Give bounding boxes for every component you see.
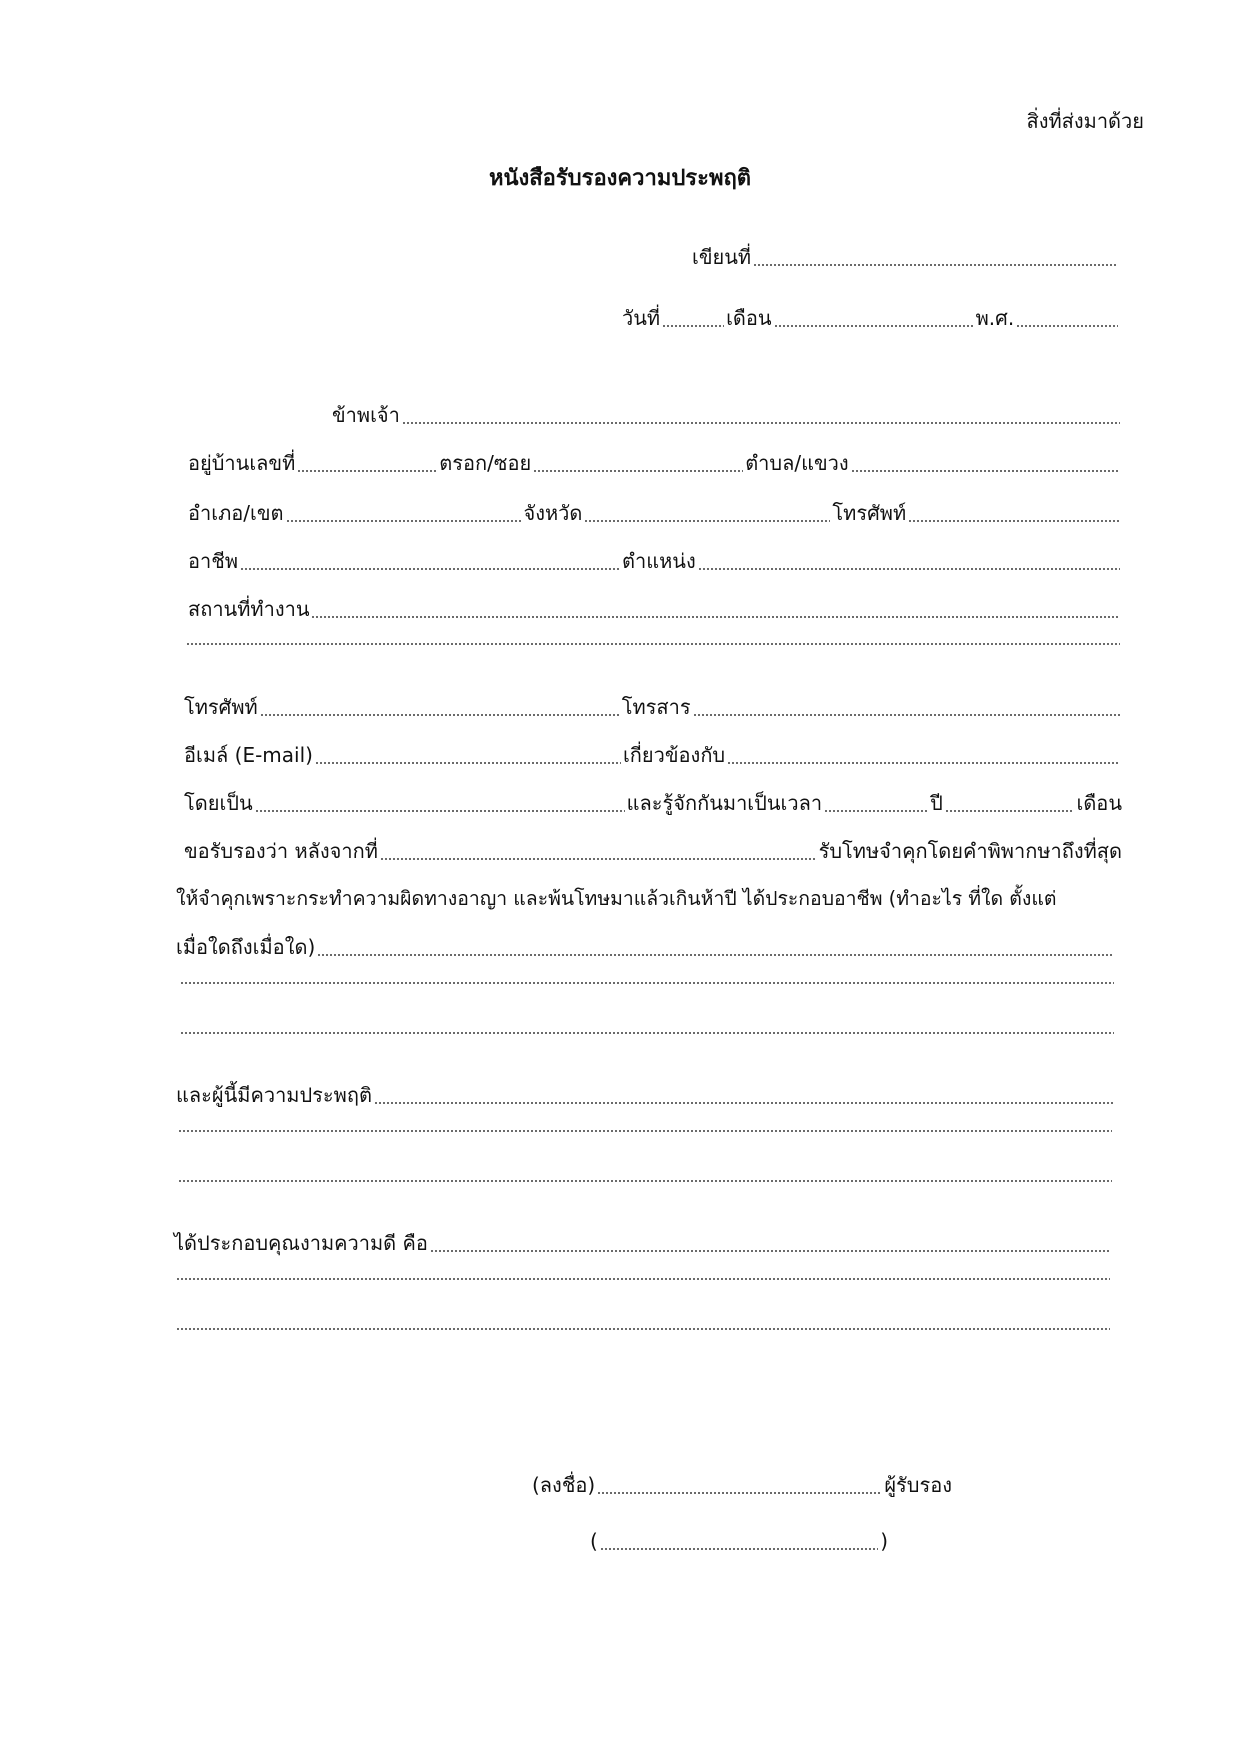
employment-field-2[interactable] — [180, 982, 1114, 984]
workplace-line — [188, 594, 1122, 624]
since-when-label: เมื่อใดถึงเมื่อใด) — [176, 935, 316, 959]
known-for-label: และรู้จักกันมาเป็นเวลา — [626, 791, 823, 815]
paragraph-text: ให้จำคุกเพราะกระทำความผิดทางอาญา และพ้นโทษมาแล้วเกินห้าปี ได้ประกอบอาชีพ (ทำอะไร ที่ใด ตั้งแต่ — [176, 887, 1057, 910]
workplace-field[interactable] — [311, 616, 1120, 618]
district-field[interactable] — [286, 520, 522, 522]
occupation-field[interactable] — [240, 568, 620, 570]
months-field[interactable] — [945, 810, 1075, 812]
good-deeds-field-3[interactable] — [176, 1328, 1110, 1330]
certify-line — [184, 836, 1122, 866]
address-line-1 — [188, 448, 1122, 478]
paren-close: ) — [880, 1529, 888, 1553]
attachment-note: สิ่งที่ส่งมาด้วย — [1026, 109, 1144, 133]
certify-after-label: ขอรับรองว่า หลังจากที่ — [184, 839, 378, 863]
month-label: เดือน — [726, 306, 772, 330]
occupation-line — [188, 546, 1122, 576]
certify-after-field[interactable] — [380, 858, 817, 860]
employment-field[interactable] — [317, 954, 1114, 956]
relationship-line — [184, 788, 1122, 818]
district-label: อำเภอ/เขต — [188, 501, 284, 525]
position-label: ตำแหน่ง — [622, 549, 696, 573]
written-at-field[interactable] — [753, 264, 1118, 266]
fax-field[interactable] — [693, 714, 1120, 716]
email-field[interactable] — [315, 762, 621, 764]
good-deeds-line — [174, 1228, 1112, 1258]
year-field[interactable] — [1016, 325, 1118, 327]
phone2-label: โทรศัพท์ — [184, 695, 258, 719]
employment-line-3 — [178, 1032, 1116, 1040]
years-label: ปี — [930, 791, 943, 815]
certifier-label: ผู้รับรอง — [884, 1473, 952, 1497]
years-field[interactable] — [824, 810, 928, 812]
printed-name-line — [590, 1526, 888, 1556]
page-title: หนังสือรับรองความประพฤติ — [488, 166, 752, 191]
month-field[interactable] — [774, 325, 974, 327]
alley-label: ตรอก/ซอย — [439, 451, 532, 475]
conduct-line — [176, 1080, 1116, 1110]
year-label: พ.ศ. — [975, 306, 1015, 330]
province-label: จังหวัด — [523, 501, 583, 525]
name-label: ข้าพเจ้า — [332, 403, 400, 427]
printed-name-field[interactable] — [600, 1548, 878, 1550]
paragraph-line — [176, 884, 1122, 914]
workplace-continuation-line — [184, 643, 1122, 651]
date-label: วันที่ — [622, 306, 661, 330]
months-label: เดือน — [1076, 791, 1122, 815]
employment-line-2 — [178, 982, 1116, 990]
date-line — [622, 303, 1120, 333]
since-when-line — [176, 932, 1116, 962]
phone1-label: โทรศัพท์ — [832, 501, 907, 525]
good-deeds-field[interactable] — [430, 1250, 1110, 1252]
conduct-field[interactable] — [374, 1102, 1114, 1104]
by-being-field[interactable] — [255, 810, 625, 812]
workplace-label: สถานที่ทำงาน — [188, 597, 310, 621]
position-field[interactable] — [698, 568, 1120, 570]
conduct-label: และผู้นี้มีความประพฤติ — [176, 1083, 372, 1107]
email-line — [184, 740, 1122, 770]
sign-label: (ลงชื่อ) — [532, 1473, 596, 1497]
subdistrict-field[interactable] — [851, 470, 1120, 472]
address-line-2 — [188, 498, 1122, 528]
phone1-field[interactable] — [908, 520, 1120, 522]
good-deeds-field-2[interactable] — [176, 1278, 1110, 1280]
good-deeds-line-2 — [174, 1278, 1112, 1286]
sentenced-label: รับโทษจำคุกโดยคำพิพากษาถึงที่สุด — [818, 839, 1122, 863]
contact-line — [184, 692, 1122, 722]
province-field[interactable] — [584, 520, 830, 522]
signature-line — [532, 1470, 952, 1500]
name-line — [332, 400, 1122, 430]
occupation-label: อาชีพ — [188, 549, 238, 573]
related-field[interactable] — [727, 762, 1120, 764]
subdistrict-label: ตำบล/แขวง — [745, 451, 849, 475]
conduct-field-2[interactable] — [178, 1130, 1112, 1132]
by-being-label: โดยเป็น — [184, 791, 253, 815]
conduct-line-2 — [176, 1130, 1114, 1138]
house-no-field[interactable] — [297, 470, 437, 472]
signature-field[interactable] — [597, 1492, 882, 1494]
workplace-field-continued[interactable] — [186, 643, 1120, 645]
phone2-field[interactable] — [260, 714, 620, 716]
conduct-field-3[interactable] — [178, 1180, 1112, 1182]
good-deeds-line-3 — [174, 1328, 1112, 1336]
name-field[interactable] — [402, 422, 1120, 424]
date-field[interactable] — [662, 325, 724, 327]
fax-label: โทรสาร — [621, 695, 691, 719]
paren-open: ( — [590, 1529, 598, 1553]
email-label: อีเมล์ (E-mail) — [184, 743, 313, 767]
alley-field[interactable] — [533, 470, 743, 472]
written-at-line — [692, 242, 1120, 272]
related-label: เกี่ยวข้องกับ — [622, 743, 726, 767]
good-deeds-label: ได้ประกอบคุณงามความดี คือ — [174, 1231, 428, 1255]
written-at-label: เขียนที่ — [692, 245, 752, 269]
conduct-line-3 — [176, 1180, 1114, 1188]
employment-field-3[interactable] — [180, 1032, 1114, 1034]
house-no-label: อยู่บ้านเลขที่ — [188, 451, 296, 475]
